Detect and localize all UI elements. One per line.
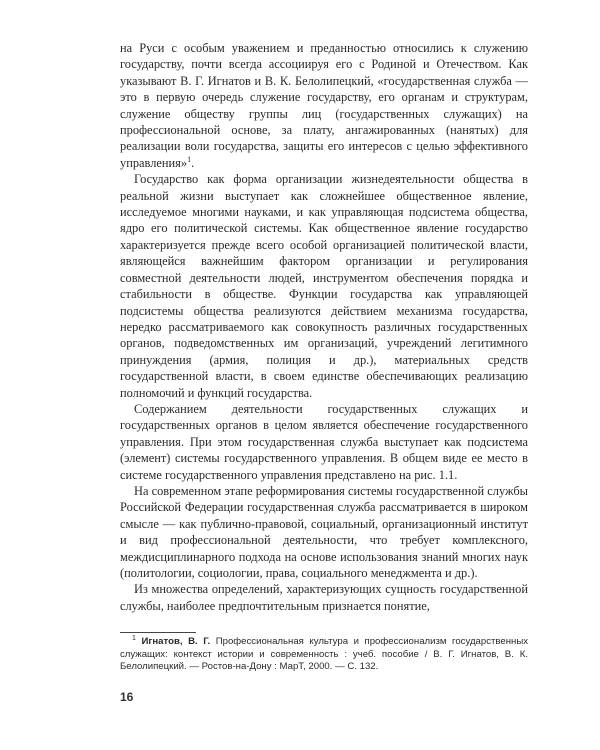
- paragraph-2: Государство как форма организации жизнедеятельности общества в реальной жизни выступает как сложнейшее общественное явление, исследуемое многими науками, и как управляющая подсистема общества, ядро его политической системы. Как общественное явление государство характеризуется прежде всего особой организацией политической власти, являющейся важнейшим фактором организации и регулирования совместной деятельности людей, инструментом обеспечения порядка и стабильности в обществе. Функции государства как управляющей подсистемы общества реализуются действием механизма государства, нередко рассматриваемого как совокупность различных государственных органов, подведомственных им организаций, учреждений легитимного принуждения (армия, полиция и др.), материальных средств государственной власти, в своем единстве обеспечивающих реализацию полномочий и функций государства.: [120, 172, 528, 400]
- paragraph-4: На современном этапе реформирования системы государственной службы Российской Федерации государственная служба рассматривается в широком смысле — как публично-правовой, социальный, организационный институт и вид профессиональной деятельности, что требует комплексного, междисциплинарного подхода на основе использования знаний многих наук (политологии, социологии, права, социального менеджмента и др.).: [120, 483, 528, 580]
- footnote-divider: [120, 632, 196, 633]
- page-body: [120, 40, 528, 614]
- paragraph-1: на Руси с особым уважением и преданностью относились к служению государству, почти всегда ассоциируя его с Родиной и Отечеством. Как указывают В. Г. Игнатов и В. К. Белолипецкий, «государственная служба — это в первую очередь служение государству, его органам и структурам, служение обществу группы лиц (государственных служащих) на профессиональной основе, за плату, ангажированных (нанятых) для реализации воли государства, защиты его интересов с целью эффективного управления»$^1$.: [120, 41, 528, 170]
- footnote-text: Профессиональная культура и профессионализм государственных служащих: контекст истории и современность : учеб. пособие / В. Г. Игнатов, В. К. Белолипецкий. — Ростов-на-Дону : МарТ, 2000. — С. 132.: [120, 636, 529, 673]
- footnote: [120, 636, 528, 674]
- paragraph-1-text: на Руси с особым уважением и преданностью относились к служению государству, почти всегда ассоциируя его с Родиной и Отечеством. Как указывают В. Г. Игнатов и В. К. Белолипецкий, «государственная служба — это в первую очередь служение государству, его органам и структурам, служение обществу группы лиц (государственных служащих) на профессиональной основе, за плату, ангажированных (нанятых) для реализации воли государства, защиты его интересов с целью эффективного управления»: [120, 41, 528, 170]
- footnote-reference: 1: [187, 154, 192, 164]
- footnote-author: Игнатов, В. Г.: [141, 636, 211, 647]
- footnote-mark: 1: [132, 634, 136, 642]
- paragraph-5: Из множества определений, характеризующих сущность государственной службы, наиболее предпочтительным признается понятие,: [120, 582, 528, 613]
- paragraph-3: Содержанием деятельности государственных служащих и государственных органов в целом является обеспечение государственного управления. При этом государственная служба выступает как подсистема (элемент) системы государственного управления. В общем виде ее место в системе государственного управления представлено на рис. 1.1.: [120, 401, 528, 482]
- page-number: 16: [120, 690, 134, 704]
